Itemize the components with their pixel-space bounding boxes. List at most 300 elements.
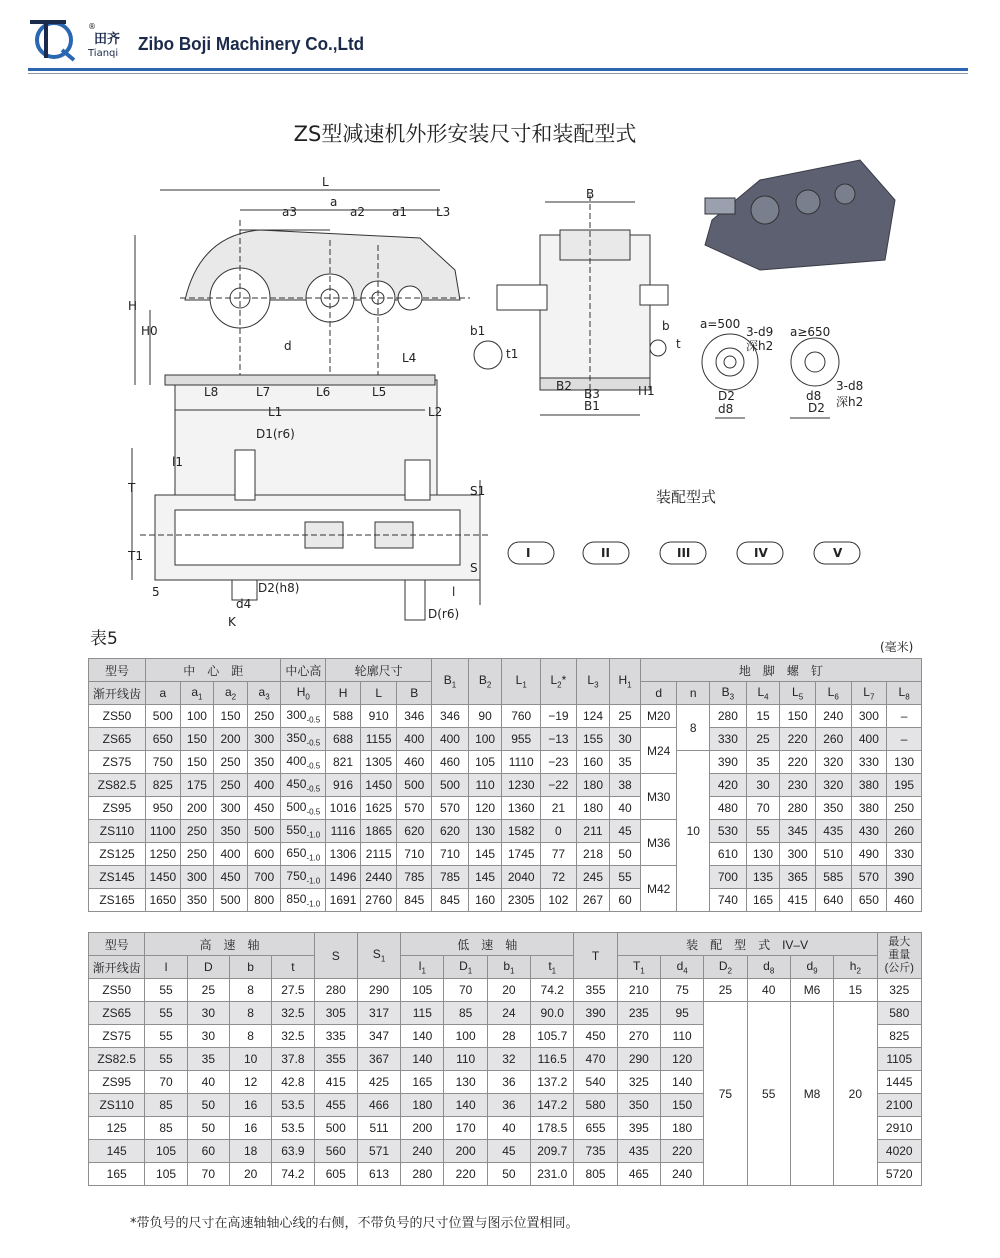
table-header-row <box>89 956 922 979</box>
table-cell: 16 <box>229 1117 271 1140</box>
dim-label-B3: B3 <box>584 387 600 401</box>
dim-label-5: 5 <box>152 585 160 599</box>
table-cell: 300 <box>180 866 214 889</box>
dim-label-L8: L8 <box>204 385 219 399</box>
table-cell: 124 <box>576 705 610 728</box>
header-center-height: 中心高 <box>281 659 326 682</box>
tq-logo-icon <box>28 14 76 62</box>
detail-label-depth-h2b: 深h2 <box>836 395 864 409</box>
table-cell: 90 <box>468 705 502 728</box>
table-cell: 950 <box>146 797 181 820</box>
table-cell: 250 <box>180 843 214 866</box>
table-cell: 8 <box>229 1002 271 1025</box>
table-cell: 60 <box>187 1140 229 1163</box>
table-cell: 650 <box>851 889 887 912</box>
center-height-cell: $850_{-1.0}$ <box>281 889 326 912</box>
weight-cell: 2910 <box>877 1117 922 1140</box>
table-cell: 425 <box>357 1071 400 1094</box>
table-cell: 140 <box>401 1048 444 1071</box>
table-cell: 55 <box>145 1025 187 1048</box>
table-cell: 100 <box>444 1025 487 1048</box>
table-cell: M6 <box>790 979 833 1002</box>
table-cell: 15 <box>746 705 780 728</box>
technical-drawings <box>0 150 1000 635</box>
table-cell: 250 <box>180 820 214 843</box>
detail-label-3-d8: 3-d8 <box>836 379 864 393</box>
table-cell: 346 <box>397 705 432 728</box>
table-cell: 18 <box>229 1140 271 1163</box>
assembly-type-II: II <box>601 546 610 560</box>
table-cell: 655 <box>574 1117 617 1140</box>
table-row <box>89 751 922 774</box>
table-cell: 1582 <box>502 820 541 843</box>
table-cell: 32 <box>487 1048 530 1071</box>
table-cell: 435 <box>815 820 851 843</box>
dim-label-T1: T1 <box>128 549 143 563</box>
dim-label-L6: L6 <box>316 385 331 399</box>
table-cell: 1116 <box>326 820 361 843</box>
table-cell: 125 <box>89 1117 145 1140</box>
table-cell: 585 <box>815 866 851 889</box>
dim-label-L: L <box>322 175 329 189</box>
subheader-h2: $h_2$ <box>834 956 877 979</box>
table-cell: −19 <box>541 705 577 728</box>
gearbox-photo-illustration <box>705 160 895 270</box>
table-cell: 710 <box>432 843 469 866</box>
table-cell: 640 <box>815 889 851 912</box>
table-cell: 735 <box>574 1140 617 1163</box>
table-cell: 145 <box>468 843 502 866</box>
table-cell: 380 <box>851 797 887 820</box>
dim-label-l1: l1 <box>172 455 183 469</box>
center-height-cell: $300_{-0.5}$ <box>281 705 326 728</box>
table-cell: 21 <box>541 797 577 820</box>
table-cell: 570 <box>432 797 469 820</box>
footnote: *带负号的尺寸在高速轴轴心线的右侧，不带负号的尺寸位置与图示位置相同。 <box>130 1216 579 1231</box>
assembly-type-III: III <box>677 546 691 560</box>
header-B1: $B_1$ <box>432 659 469 705</box>
subheader-D1: $D_1$ <box>444 956 487 979</box>
header-T: T <box>574 933 617 979</box>
table-cell: 150 <box>780 705 816 728</box>
table-cell: 250 <box>214 774 248 797</box>
table-cell: 45 <box>487 1140 530 1163</box>
table-cell: 916 <box>326 774 361 797</box>
dim-label-B1: B1 <box>584 399 600 413</box>
subheader-a2: $a_2$ <box>214 682 248 705</box>
dim-label-D1r6: D1(r6) <box>256 427 295 441</box>
table-cell: 500 <box>314 1117 357 1140</box>
subheader-渐开线齿: 渐开线齿 <box>89 682 146 705</box>
table-cell: 1496 <box>326 866 361 889</box>
header-center-distance: 中 心 距 <box>146 659 281 682</box>
assembly-types-title: 装配型式 <box>656 488 717 506</box>
center-height-cell: $450_{-0.5}$ <box>281 774 326 797</box>
table-cell: 165 <box>401 1071 444 1094</box>
table-cell: 200 <box>444 1140 487 1163</box>
detail-label-D2: D2 <box>718 389 735 403</box>
table-cell: 77 <box>541 843 577 866</box>
table-number-label: 表5 <box>90 629 118 649</box>
dim-label-H0: H0 <box>141 324 158 338</box>
table-cell: 160 <box>468 889 502 912</box>
table-cell: 355 <box>574 979 617 1002</box>
table-cell: 300 <box>214 797 248 820</box>
table-cell: 500 <box>214 889 248 912</box>
table-cell: 300 <box>780 843 816 866</box>
table-cell: ZS65 <box>89 728 146 751</box>
table-cell: 40 <box>610 797 641 820</box>
table-cell: 347 <box>357 1025 400 1048</box>
table-cell: 260 <box>815 728 851 751</box>
table-cell: 305 <box>314 1002 357 1025</box>
table-cell: 390 <box>887 866 922 889</box>
table-cell: ZS145 <box>89 866 146 889</box>
detail-label-d8b: d8 <box>806 389 822 403</box>
table-cell: 105 <box>145 1163 187 1186</box>
table-cell: 450 <box>574 1025 617 1048</box>
table-cell: 35 <box>746 751 780 774</box>
table-cell: 218 <box>576 843 610 866</box>
table-cell: 710 <box>397 843 432 866</box>
table-cell: 1691 <box>326 889 361 912</box>
table-cell: 115 <box>401 1002 444 1025</box>
table-cell: 75 <box>660 979 703 1002</box>
subheader-t1: $t_1$ <box>531 956 574 979</box>
table-cell: 320 <box>815 774 851 797</box>
table-cell: 25 <box>704 979 747 1002</box>
table-cell: 70 <box>444 979 487 1002</box>
bolt-d-cell: M20 <box>640 705 677 728</box>
table-cell: 15 <box>834 979 877 1002</box>
table-cell: 395 <box>617 1117 660 1140</box>
table-cell: 610 <box>710 843 747 866</box>
subheader-H0: $H_0$ <box>281 682 326 705</box>
weight-cell: 325 <box>877 979 922 1002</box>
table-cell: 180 <box>660 1117 703 1140</box>
table-cell: 400 <box>851 728 887 751</box>
subheader-a: a <box>146 682 181 705</box>
table-cell: – <box>887 705 922 728</box>
header-outline: 轮廓尺寸 <box>326 659 432 682</box>
table-row <box>89 843 922 866</box>
table-cell: 300 <box>851 705 887 728</box>
table-cell: 350 <box>180 889 214 912</box>
dim-label-L1: L1 <box>268 405 283 419</box>
table-cell: 102 <box>541 889 577 912</box>
header-S: S <box>314 933 357 979</box>
table-cell: 145 <box>89 1140 145 1163</box>
table-cell: 613 <box>357 1163 400 1186</box>
table-cell: 120 <box>660 1048 703 1071</box>
subheader-T1: $T_1$ <box>617 956 660 979</box>
table-cell: 32.5 <box>272 1002 314 1025</box>
table-cell: 40 <box>487 1117 530 1140</box>
table-cell: 95 <box>660 1002 703 1025</box>
table-cell: 50 <box>187 1117 229 1140</box>
detail-label-D2b: D2 <box>808 401 825 415</box>
table-cell: −23 <box>541 751 577 774</box>
table-cell: 150 <box>180 728 214 751</box>
center-height-cell: $650_{-1.0}$ <box>281 843 326 866</box>
table-cell: 235 <box>617 1002 660 1025</box>
dim-label-t: t <box>676 337 681 351</box>
table-cell: 750 <box>146 751 181 774</box>
table-cell: 25 <box>746 728 780 751</box>
detail-label-d8: d8 <box>718 402 734 416</box>
table-cell: 845 <box>432 889 469 912</box>
table-cell: 55 <box>145 1002 187 1025</box>
table-cell: 330 <box>851 751 887 774</box>
table-cell: 2305 <box>502 889 541 912</box>
table-cell: 1155 <box>360 728 397 751</box>
table-cell: 28 <box>487 1025 530 1048</box>
table-cell: 280 <box>780 797 816 820</box>
dim-label-L2: L2 <box>428 405 443 419</box>
table-row <box>89 774 922 797</box>
dim-label-S: S <box>470 561 478 575</box>
table-cell: 245 <box>576 866 610 889</box>
dim-label-L5: L5 <box>372 385 387 399</box>
table-cell: 37.8 <box>272 1048 314 1071</box>
header-S1: $S_1$ <box>357 933 400 979</box>
table-cell: 60 <box>610 889 641 912</box>
table-cell: 110 <box>660 1025 703 1048</box>
table-cell: 346 <box>432 705 469 728</box>
header-model: 型号 <box>89 933 145 956</box>
table-cell: 35 <box>610 751 641 774</box>
table-cell: ZS95 <box>89 797 146 820</box>
dim-label-a2: a2 <box>350 205 365 219</box>
table-cell: 785 <box>397 866 432 889</box>
center-height-cell: $550_{-1.0}$ <box>281 820 326 843</box>
bolt-d-cell: M36 <box>640 820 677 866</box>
table-cell: 420 <box>710 774 747 797</box>
table-cell: 466 <box>357 1094 400 1117</box>
detail-label-a650: a≥650 <box>790 325 831 339</box>
table-cell: 0 <box>541 820 577 843</box>
table-cell: 845 <box>397 889 432 912</box>
table-cell: 600 <box>247 843 281 866</box>
table-cell: 455 <box>314 1094 357 1117</box>
table-cell: 330 <box>887 843 922 866</box>
table-cell: 110 <box>468 774 502 797</box>
page-header <box>0 0 1000 90</box>
subheader-d4: $d_4$ <box>660 956 703 979</box>
table-cell: 390 <box>710 751 747 774</box>
header-rule <box>28 68 968 71</box>
table-cell: 180 <box>576 774 610 797</box>
table-cell: 260 <box>887 820 922 843</box>
weight-cell: 5720 <box>877 1163 922 1186</box>
table-row <box>89 866 922 889</box>
subheader-b1: $b_1$ <box>487 956 530 979</box>
logo-english: Tianqi <box>88 48 119 59</box>
weight-cell: 580 <box>877 1002 922 1025</box>
table-cell: 700 <box>247 866 281 889</box>
dim-label-l: l <box>452 585 456 599</box>
assembly-type-IV: IV <box>754 546 768 560</box>
header-L1: $L_1$ <box>502 659 541 705</box>
table-cell: 27.5 <box>272 979 314 1002</box>
company-logo <box>28 14 138 74</box>
dim-label-d4: d4 <box>236 597 252 611</box>
dim-label-d: d <box>284 339 292 353</box>
center-height-cell: $500_{-0.5}$ <box>281 797 326 820</box>
table-cell: 280 <box>314 979 357 1002</box>
table-cell: 74.2 <box>272 1163 314 1186</box>
table-cell: 570 <box>397 797 432 820</box>
dim-label-a1: a1 <box>392 205 407 219</box>
table-cell: 821 <box>326 751 361 774</box>
table-cell: 220 <box>780 728 816 751</box>
table-cell: 571 <box>357 1140 400 1163</box>
table-cell: 105 <box>401 979 444 1002</box>
table-cell: 130 <box>887 751 922 774</box>
table-cell: 130 <box>746 843 780 866</box>
detail-label-depth-h2: 深h2 <box>746 339 774 353</box>
table-cell: 355 <box>314 1048 357 1071</box>
table-cell: 511 <box>357 1117 400 1140</box>
table-cell: 620 <box>397 820 432 843</box>
table-cell: 180 <box>401 1094 444 1117</box>
table-cell: 211 <box>576 820 610 843</box>
table-cell: 400 <box>214 843 248 866</box>
table-cell: 55 <box>746 820 780 843</box>
table-cell: 250 <box>247 705 281 728</box>
table-cell: 1230 <box>502 774 541 797</box>
table-cell: 105 <box>145 1140 187 1163</box>
table-cell: 1450 <box>146 866 181 889</box>
table-cell: 415 <box>314 1071 357 1094</box>
table-cell: 55 <box>610 866 641 889</box>
dim-label-H1: H1 <box>638 384 655 398</box>
table-cell: 85 <box>145 1094 187 1117</box>
table-cell: 220 <box>444 1163 487 1186</box>
dim-label-L4: L4 <box>402 351 417 365</box>
table-cell: 36 <box>487 1071 530 1094</box>
subheader-B3: $B_3$ <box>710 682 747 705</box>
table-cell: 140 <box>660 1071 703 1094</box>
bolt-n-cell: 10 <box>677 751 710 912</box>
table-cell: 465 <box>617 1163 660 1186</box>
table-cell: 325 <box>617 1071 660 1094</box>
table-cell: 155 <box>576 728 610 751</box>
table-cell: 38 <box>610 774 641 797</box>
table-cell: 825 <box>146 774 181 797</box>
table-cell: ZS110 <box>89 820 146 843</box>
table-cell: 400 <box>247 774 281 797</box>
table-cell: 200 <box>180 797 214 820</box>
table-cell: 53.5 <box>272 1094 314 1117</box>
table-cell: 350 <box>815 797 851 820</box>
table-cell: 175 <box>180 774 214 797</box>
table-cell: 50 <box>187 1094 229 1117</box>
table-cell: 140 <box>444 1094 487 1117</box>
dim-label-B2: B2 <box>556 379 572 393</box>
table-cell: 70 <box>746 797 780 820</box>
table-cell: 500 <box>397 774 432 797</box>
table-cell: ZS165 <box>89 889 146 912</box>
table-cell: ZS75 <box>89 1025 145 1048</box>
merged-assembly-cell: 55 <box>747 1002 790 1186</box>
subheader-L6: $L_6$ <box>815 682 851 705</box>
table-cell: 209.7 <box>531 1140 574 1163</box>
table-cell: 700 <box>710 866 747 889</box>
table-cell: 110 <box>444 1048 487 1071</box>
table-cell: 317 <box>357 1002 400 1025</box>
table-cell: 230 <box>780 774 816 797</box>
table-cell: 540 <box>574 1071 617 1094</box>
table-cell: 290 <box>617 1048 660 1071</box>
assembly-type-I: I <box>526 546 531 560</box>
table-cell: 530 <box>710 820 747 843</box>
subheader-a3: $a_3$ <box>247 682 281 705</box>
table-cell: 85 <box>444 1002 487 1025</box>
bolt-d-cell: M30 <box>640 774 677 820</box>
table-cell: 250 <box>887 797 922 820</box>
merged-assembly-cell: M8 <box>790 1002 833 1186</box>
subheader-L4: $L_4$ <box>746 682 780 705</box>
table-cell: 24 <box>487 1002 530 1025</box>
table-cell: 280 <box>710 705 747 728</box>
header-low-speed-shaft: 低 速 轴 <box>401 933 574 956</box>
table-cell: 500 <box>432 774 469 797</box>
table-cell: 267 <box>576 889 610 912</box>
dim-label-D2h8: D2(h8) <box>258 581 300 595</box>
table-row <box>89 797 922 820</box>
subheader-L8: $L_8$ <box>887 682 922 705</box>
table-cell: 140 <box>401 1025 444 1048</box>
table-cell: 70 <box>145 1071 187 1094</box>
table-cell: 380 <box>851 774 887 797</box>
company-name: Zibo Boji Machinery Co.,Ltd <box>138 34 365 54</box>
dim-label-H: H <box>128 299 138 313</box>
weight-cell: 825 <box>877 1025 922 1048</box>
table-cell: 200 <box>401 1117 444 1140</box>
table-cell: 40 <box>747 979 790 1002</box>
table-cell: 800 <box>247 889 281 912</box>
table-cell: 150 <box>214 705 248 728</box>
table-cell: 400 <box>432 728 469 751</box>
table-cell: 1450 <box>360 774 397 797</box>
table-cell: 688 <box>326 728 361 751</box>
table-cell: 460 <box>397 751 432 774</box>
table-cell: 25 <box>187 979 229 1002</box>
shaft-weight-table <box>88 932 922 1186</box>
table-cell: ZS65 <box>89 1002 145 1025</box>
table-cell: 20 <box>229 1163 271 1186</box>
detail-label-3-d9: 3-d9 <box>746 325 774 339</box>
table-cell: 650 <box>146 728 181 751</box>
table-cell: 500 <box>146 705 181 728</box>
assembly-type-V: V <box>833 546 843 560</box>
header-H1: $H_1$ <box>610 659 641 705</box>
table-cell: 30 <box>746 774 780 797</box>
table-cell: 450 <box>247 797 281 820</box>
table-cell: 116.5 <box>531 1048 574 1071</box>
dim-label-L7: L7 <box>256 385 271 399</box>
table-cell: 40 <box>187 1071 229 1094</box>
table-cell: 435 <box>617 1140 660 1163</box>
table-cell: 135 <box>746 866 780 889</box>
table-cell: 510 <box>815 843 851 866</box>
table-cell: 350 <box>247 751 281 774</box>
detail-label-a500: a=500 <box>700 317 741 331</box>
table-cell: 16 <box>229 1094 271 1117</box>
table-cell: 390 <box>574 1002 617 1025</box>
table-cell: 70 <box>187 1163 229 1186</box>
